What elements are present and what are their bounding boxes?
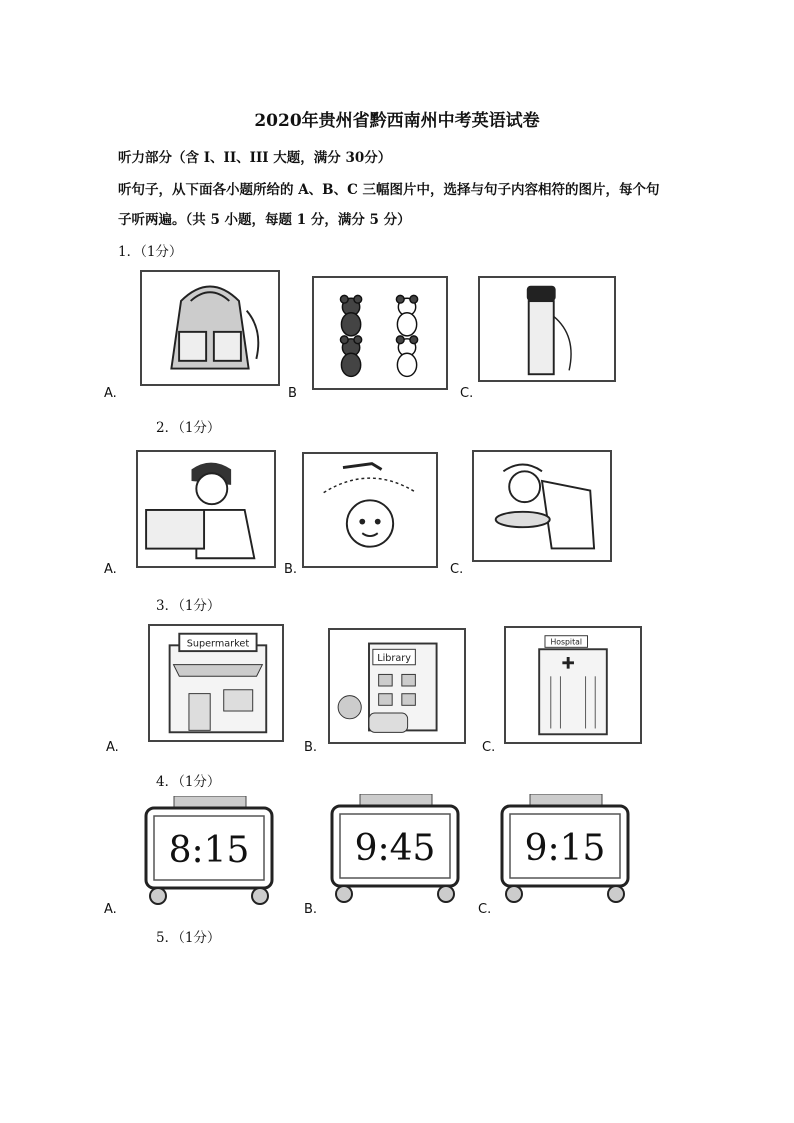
option-2a-brushing-teeth-image[interactable] <box>136 450 276 568</box>
supermarket-sign-text: Supermarket <box>186 638 250 650</box>
girl-showering-icon <box>304 454 436 566</box>
library-building-icon <box>330 630 464 742</box>
option-1b-teddy-bears-image[interactable] <box>312 276 448 390</box>
option-2c-label: C. <box>450 562 464 577</box>
option-1c-umbrella-image[interactable] <box>478 276 616 382</box>
option-3c-label: C. <box>482 740 496 755</box>
question-3-label: 3．（1分） <box>156 598 221 614</box>
option-2a-label: A. <box>104 562 117 577</box>
option-1a-label: A. <box>104 386 117 401</box>
backpack-icon <box>142 272 278 384</box>
clock-time-8-15: 8:15 <box>168 830 250 871</box>
clock-icon <box>140 796 278 908</box>
option-2c-washing-face-image[interactable] <box>472 450 612 562</box>
page-title: 2020年贵州省黔西南州中考英语试卷 <box>254 111 540 131</box>
option-3a-label: A. <box>106 740 119 755</box>
hospital-sign-text: Hospital <box>550 637 582 647</box>
question-1-label: 1．（1分） <box>118 244 183 260</box>
supermarket-building-icon <box>150 626 282 740</box>
library-sign-text: Library <box>377 652 411 664</box>
option-3b-label: B. <box>304 740 318 755</box>
option-2b-label: B. <box>284 562 298 577</box>
option-1a-backpack-image[interactable] <box>140 270 280 386</box>
option-4b-clock-image[interactable] <box>326 794 464 906</box>
option-1c-label: C. <box>460 386 474 401</box>
clock-icon <box>496 794 634 906</box>
boy-at-sink-icon <box>138 452 274 566</box>
option-4a-clock-image[interactable] <box>140 796 278 908</box>
option-3c-hospital-image[interactable] <box>504 626 642 744</box>
boy-washing-face-icon <box>474 452 610 560</box>
option-1b-label: B <box>288 386 297 401</box>
teddy-bears-icon <box>314 278 446 388</box>
question-5-label: 5．（1分） <box>156 930 221 946</box>
question-2-label: 2．（1分） <box>156 420 221 436</box>
umbrella-icon <box>480 278 614 380</box>
clock-icon <box>326 794 464 906</box>
instruction-line-2: 子听两遍。（共 5 小题，每题 1 分，满分 5 分） <box>118 212 411 228</box>
option-2b-shower-image[interactable] <box>302 452 438 568</box>
clock-time-9-45: 9:45 <box>354 828 436 869</box>
option-3b-library-image[interactable] <box>328 628 466 744</box>
hospital-building-icon <box>506 628 640 742</box>
clock-time-9-15: 9:15 <box>524 828 606 869</box>
option-4c-label: C. <box>478 902 492 917</box>
option-4c-clock-image[interactable] <box>496 794 634 906</box>
option-3a-supermarket-image[interactable] <box>148 624 284 742</box>
option-4a-label: A. <box>104 902 117 917</box>
section-heading: 听力部分（含 I、II、III 大题，满分 30分） <box>118 150 392 166</box>
instruction-line-1: 听句子，从下面各小题所给的 A、B、C 三幅图片中，选择与句子内容相符的图片，每个句 <box>118 182 660 198</box>
question-4-label: 4．（1分） <box>156 774 221 790</box>
option-4b-label: B. <box>304 902 318 917</box>
